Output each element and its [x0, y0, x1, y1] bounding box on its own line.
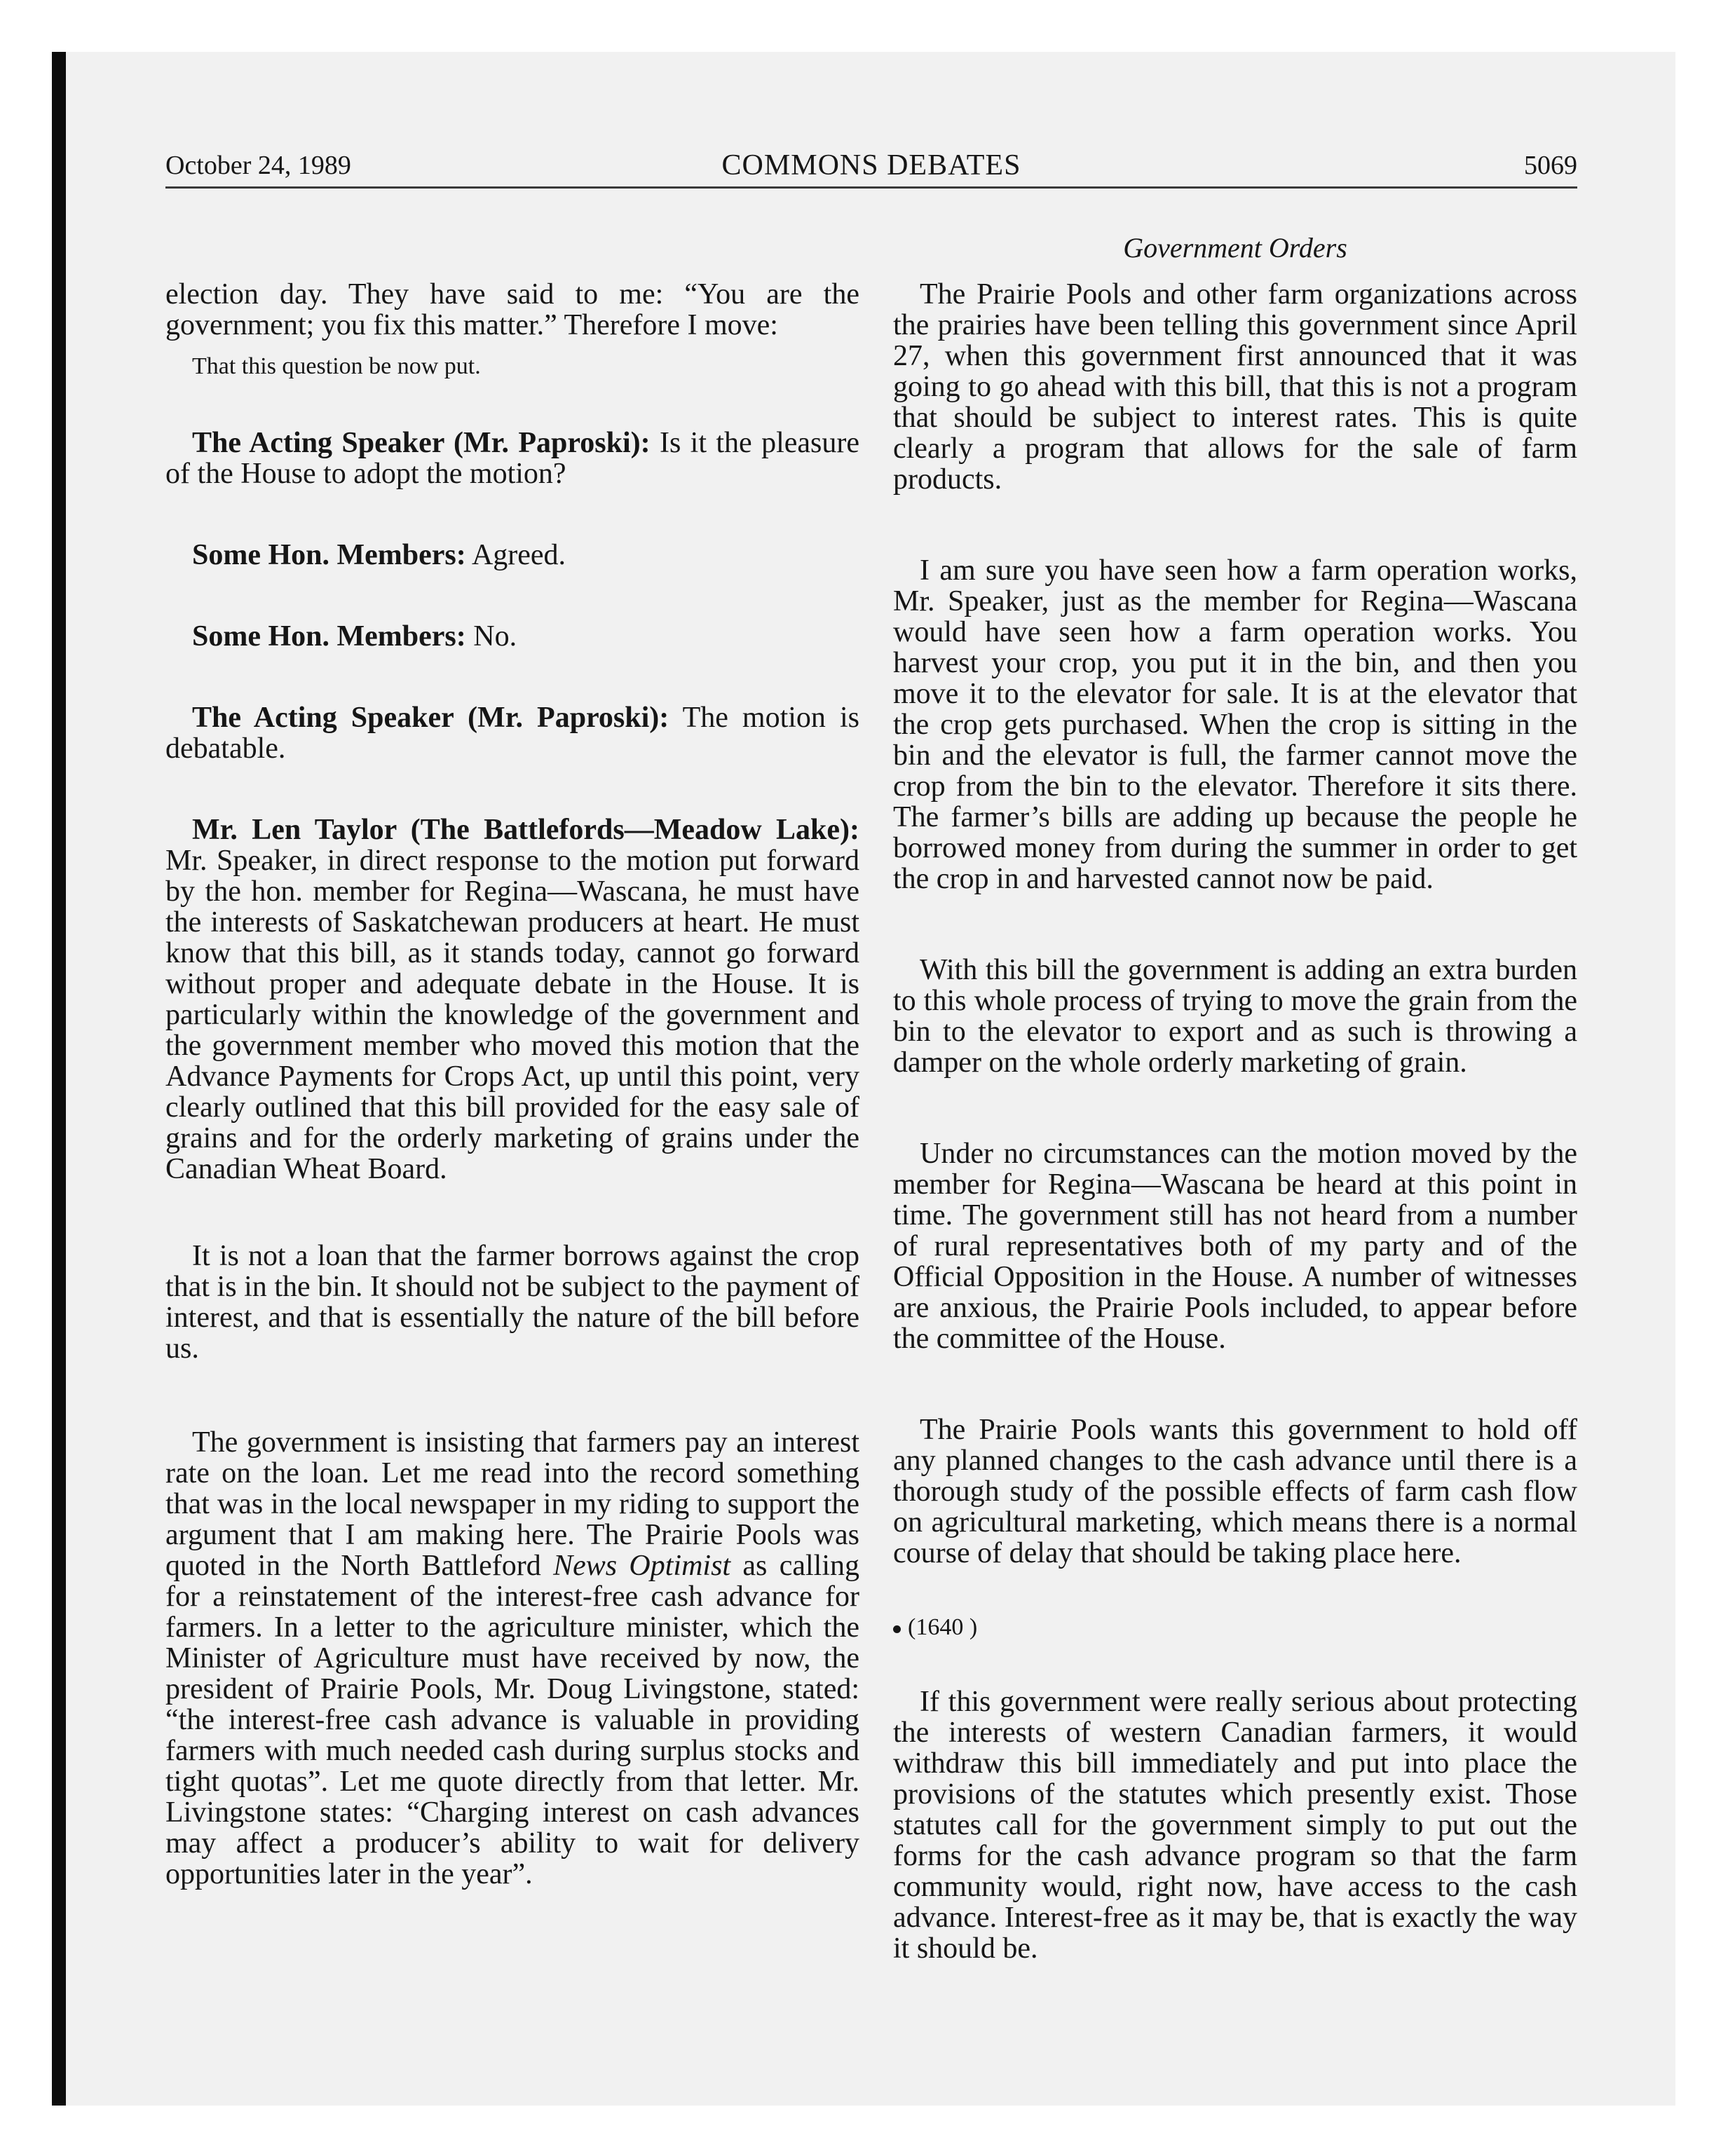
paragraph: With this bill the government is adding an extra burden to this whole process of trying to move the grain from the bin to the elevator to export and as such is throwing a damper on the whole orderly marketing of grain.: [893, 954, 1577, 1079]
paragraph: It is not a loan that the farmer borrows against the crop that is in the bin. It should not be subject to the payment of interest, and that is essentially the nature of the bill before us.: [165, 1240, 859, 1365]
speech-paragraph: [165, 428, 859, 489]
left-column: [165, 279, 859, 1890]
time-marker-text: (1640 ): [908, 1614, 978, 1640]
speech-paragraph: [165, 621, 859, 652]
paragraph: The Prairie Pools wants this government to hold off any planned changes to the cash advance until there is a thorough study of the possible effects of farm cash flow on agricultural marketing, which means there is a normal course of delay that should be taking place here.: [893, 1414, 1577, 1569]
speech-text: No.: [465, 620, 517, 653]
speech-text: Agreed.: [465, 539, 566, 571]
paragraph: I am sure you have seen how a farm operation works, Mr. Speaker, just as the member for Regina—Wascana would have seen how a farm operation works. You harvest your crop, you put it in the bin, and then you move it to the elevator for sale. It is at the elevator that the crop gets purchased. When the crop is sitting in the bin and the elevator is full, the farmer cannot move the crop from the bin to the elevator. Therefore it sits there. The farmer’s bills are adding up because the people he borrowed money from during the summer in order to get the crop in and harvested cannot now be paid.: [893, 554, 1577, 895]
scan-border-edge: [52, 52, 66, 2106]
paragraph: election day. They have said to me: “You are the government; you fix this matter.” Therefore I move:: [165, 278, 859, 341]
paragraph: [165, 1427, 859, 1890]
speech-paragraph: [165, 702, 859, 764]
speech-paragraph: [165, 814, 859, 1185]
paragraph-text: The government is insisting that farmers pay an interest rate on the loan. Let me read into the record something that was in the local newspaper in my riding to support the argument that I am making here. The Prairie Pools was quoted in the North Battleford: [165, 1426, 859, 1582]
right-column: [893, 279, 1577, 1964]
newspaper-title: News Optimist: [553, 1550, 731, 1582]
paragraph: The Prairie Pools and other farm organizations across the prairies have been telling this government since April 27, when this government first announced that it was going to go ahead with this bill, that this is not a program that should be subject to interest rates. This is quite clearly a program that allows for the sale of farm products.: [893, 278, 1577, 496]
header-date: October 24, 1989: [165, 151, 351, 180]
bullet-icon: [893, 1625, 901, 1633]
paragraph: Under no circumstances can the motion moved by the member for Regina—Wascana be heard at this point in time. The government still has not heard from a number of rural representatives both of my party and of the Official Opposition in the House. A number of witnesses are anxious, the Prairie Pools included, to appear before the committee of the House.: [893, 1138, 1577, 1355]
speaker-name: Some Hon. Members:: [192, 620, 466, 653]
motion-quote: That this question be now put.: [192, 353, 481, 379]
paragraph: If this government were really serious about protecting the interests of western Canadian farmers, it would withdraw this bill immediately and put into place the provisions of the statutes which presently exist. Those statutes call for the government simply to put out the forms for the cash advance program so that the farm community would, right now, have access to the cash advance. Interest-free as it may be, that is exactly the way it should be.: [893, 1686, 1577, 1965]
speech-paragraph: [165, 540, 859, 571]
running-header: [165, 144, 1577, 189]
paragraph-text: as calling for a reinstatement of the interest-free cash advance for farmers. In a letter to the agriculture minister, which the Minister of Agriculture must have received by now, the president of Prairie Pools, Mr. Doug Livingstone, stated: “the interest-free cash advance is valuable in providing farmers with much needed cash during surplus stocks and tight quotas”. Let me quote directly from that letter. Mr. Livingstone states: “Charging interest on cash advances may affect a producer’s ability to wait for delivery opportunities later in the year”.: [165, 1550, 859, 1890]
header-publication: COMMONS DEBATES: [721, 149, 1021, 182]
header-page-number: 5069: [1524, 151, 1577, 180]
speaker-name: Mr. Len Taylor (The Battlefords—Meadow Lake):: [192, 814, 859, 846]
time-marker: [893, 1612, 1577, 1643]
speaker-name: The Acting Speaker (Mr. Paproski):: [192, 427, 651, 459]
speaker-name: Some Hon. Members:: [192, 539, 466, 571]
speaker-name: The Acting Speaker (Mr. Paproski):: [192, 702, 669, 734]
speech-text: Is it the pleasure of the House to adopt the motion?: [165, 427, 859, 490]
speech-text: Mr. Speaker, in direct response to the motion put forward by the hon. member for Regina—Wascana, he must have the interests of Saskatchewan producers at heart. He must know that this bill, as it stands today, cannot go forward without proper and adequate debate in the House. It is particularly within the knowledge of the government and the government member who moved this motion that the Advance Payments for Crops Act, up until this point, very clearly outlined that this bill provided for the easy sale of grains and for the orderly marketing of grains under the Canadian Wheat Board.: [165, 845, 859, 1185]
section-title: Government Orders: [1123, 232, 1347, 264]
speech-text: The motion is debatable.: [165, 702, 859, 765]
